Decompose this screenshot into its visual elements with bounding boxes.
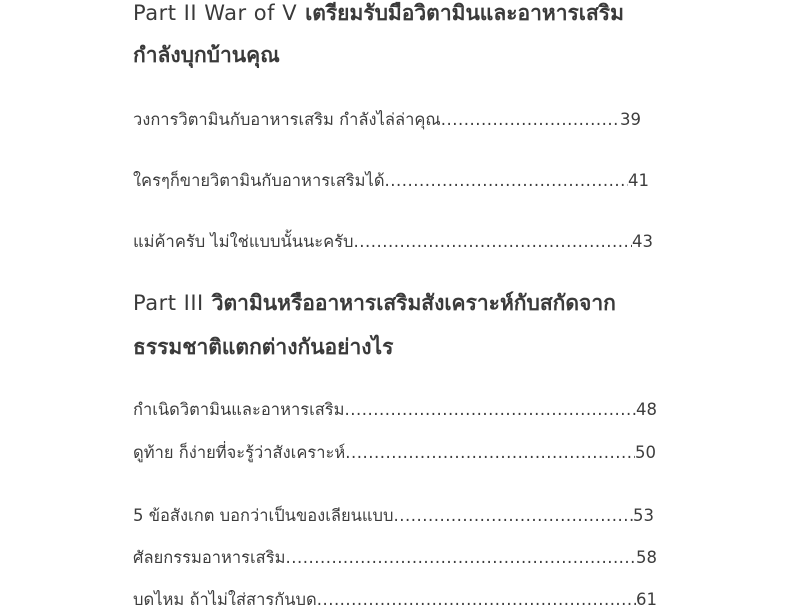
toc-entry-page: 53 <box>633 506 654 525</box>
toc-entry-title: บดไหม ถ้าไม่ใส่สารกันบด <box>133 590 317 609</box>
dot-leader <box>285 547 636 569</box>
part2-heading-line2 <box>133 42 280 68</box>
part3-heading-line2 <box>133 334 393 360</box>
toc-entry-page: 43 <box>632 232 653 251</box>
toc-entry[interactable] <box>133 589 657 611</box>
toc-entry-title: ดูท้าย ก็ง่ายที่จะรู้ว่าสังเคราะห์ <box>133 443 346 462</box>
toc-entry-title: วงการวิตามินกับอาหารเสริม กำลังไล่ล่าคุณ <box>133 110 441 129</box>
toc-entry[interactable] <box>133 547 657 569</box>
dot-leader <box>441 109 620 131</box>
toc-entry[interactable] <box>133 442 656 464</box>
toc-entry-title: ใครๆก็ขายวิตามินกับอาหารเสริมได้ <box>133 171 385 190</box>
toc-entry[interactable] <box>133 109 641 131</box>
part2-label: Part II War of V <box>133 1 298 25</box>
toc-entry-page: 61 <box>636 590 657 609</box>
part2-title-line2: กำลังบุกบ้านคุณ <box>133 43 280 67</box>
toc-entry-title: กำเนิดวิตามินและอาหารเสริม <box>133 400 345 419</box>
part3-heading-line1 <box>133 290 616 316</box>
part3-title-line2: ธรรมชาติแตกต่างกันอย่างไร <box>133 335 394 359</box>
toc-entry-title: 5 ข้อสังเกต บอกว่าเป็นของเลียนแบบ <box>133 506 394 525</box>
toc-entry[interactable] <box>133 505 654 527</box>
dot-leader <box>345 399 636 421</box>
toc-entry-page: 41 <box>628 171 649 190</box>
dot-leader <box>345 442 635 464</box>
part3-title-line1: วิตามินหรืออาหารเสริมสังเคราะห์กับสกัดจาก <box>211 291 616 315</box>
dot-leader <box>354 231 632 253</box>
toc-entry-page: 50 <box>635 443 656 462</box>
dot-leader <box>385 170 628 192</box>
part2-heading-line1 <box>133 0 624 26</box>
toc-entry-page: 48 <box>636 400 657 419</box>
toc-entry-page: 58 <box>636 548 657 567</box>
toc-entry-title: ศัลยกรรมอาหารเสริม <box>133 548 286 567</box>
toc-entry[interactable] <box>133 170 649 192</box>
part2-title-line1: เตรียมรับมือวิตามินและอาหารเสริม <box>305 1 624 25</box>
toc-entry[interactable] <box>133 399 657 421</box>
toc-entry[interactable] <box>133 231 653 253</box>
dot-leader <box>393 505 633 527</box>
toc-entry-page: 39 <box>620 110 641 129</box>
toc-entry-title: แม่ค้าครับ ไม่ใช่แบบนั้นนะครับ <box>133 232 354 251</box>
dot-leader <box>317 589 636 611</box>
part3-label: Part III <box>133 291 204 315</box>
